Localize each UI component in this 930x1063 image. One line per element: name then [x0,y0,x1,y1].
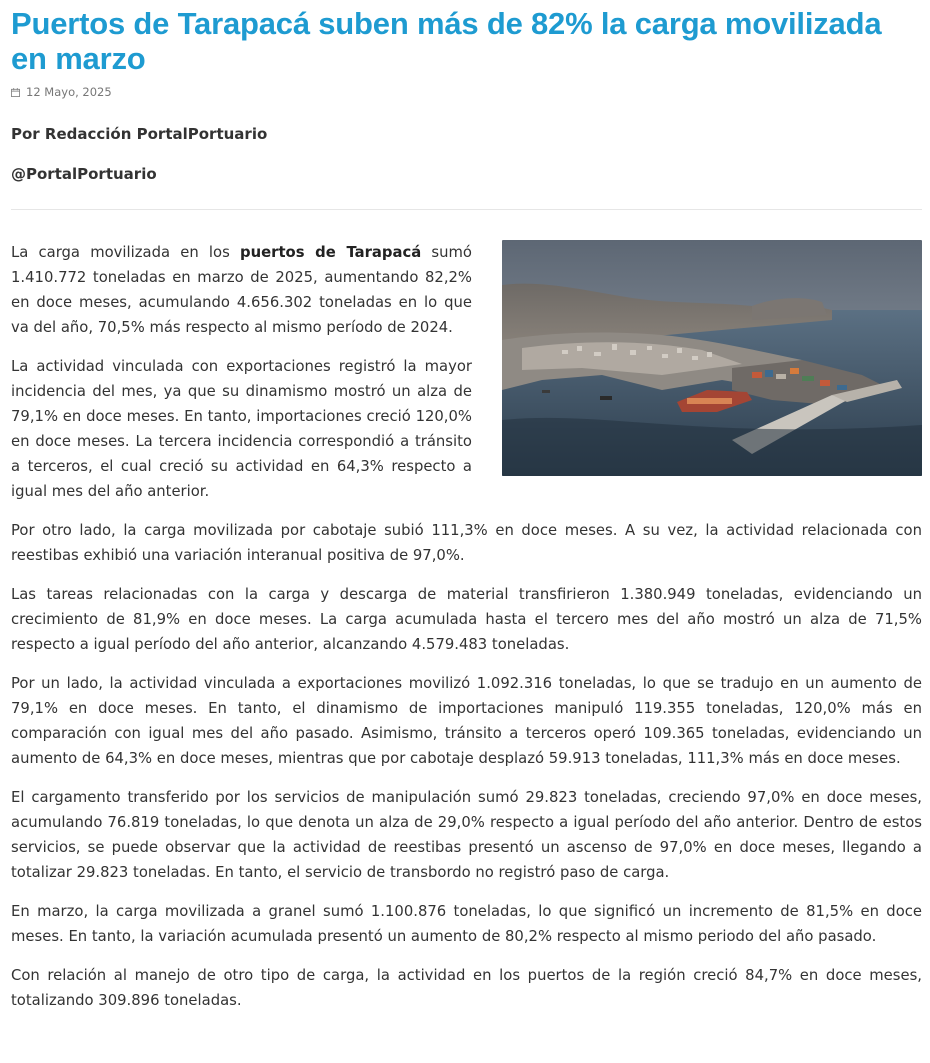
paragraph-7: En marzo, la carga movilizada a granel sumó 1.100.876 toneladas, lo que significó un incremento de 81,5% en doce meses. En tanto, la variación acumulada presentó un aumento de 80,2% respecto al mismo periodo del año pasado. [11,903,922,945]
publish-date-text: 12 Mayo, 2025 [26,85,112,99]
paragraph-5: Por un lado, la actividad vinculada a exportaciones movilizó 1.092.316 toneladas, lo que se tradujo en un aumento de 79,1% en doce meses. En tanto, el dinamismo de importaciones manipuló 119.355 toneladas, 120,0% más en comparación con igual mes del año pasado. Asimismo, tránsito a terceros operó 109.365 toneladas, evidenciando un aumento de 64,3% en doce meses, mientras que por cabotaje desplazó 59.913 toneladas, 111,3% más en doce meses. [11,675,922,767]
paragraph-1-text-b: sumó 1.410.772 toneladas en marzo de 2025, aumentando 82,2% en doce meses, acumulando 4.656.302 toneladas en lo que va del año, 70,5% más respecto al mismo período de 2024. [11,244,472,336]
article-title: Puertos de Tarapacá suben más de 82% la carga movilizada en marzo [11,6,882,76]
paragraph-3: Por otro lado, la carga movilizada por cabotaje subió 111,3% en doce meses. A su vez, la actividad relacionada con reestibas exhibió una variación interanual positiva de 97,0%. [11,522,922,564]
calendar-icon [11,88,20,97]
header-divider [11,209,922,210]
port-aerial-photo [502,240,922,476]
article-body [11,240,922,1013]
paragraph-2: La actividad vinculada con exportaciones registró la mayor incidencia del mes, ya que su dinamismo mostró un alza de 79,1% en doce meses. En tanto, importaciones creció 120,0% en doce meses. La tercera incidencia correspondió a tránsito a terceros, el cual creció su actividad en 64,3% respecto a igual mes del año anterior. [11,358,472,500]
author-handle: @PortalPortuario [11,165,157,183]
paragraph-4: Las tareas relacionadas con la carga y descarga de material transfirieron 1.380.949 toneladas, evidenciando un crecimiento de 81,9% en doce meses. La carga acumulada hasta el tercero mes del año mostró un alza de 71,5% respecto a igual período del año anterior, alcanzando 4.579.483 toneladas. [11,586,922,653]
paragraph-8: Con relación al manejo de otro tipo de carga, la actividad en los puertos de la región creció 84,7% en doce meses, totalizando 309.896 toneladas. [11,967,922,1009]
publish-date [11,85,922,99]
paragraph-1-text-a: La carga movilizada en los [11,244,241,261]
article-page [11,0,922,1027]
author-byline: Por Redacción PortalPortuario [11,125,268,143]
paragraph-1-bold: puertos de Tarapacá [240,244,422,261]
paragraph-6: El cargamento transferido por los servicios de manipulación sumó 29.823 toneladas, creciendo 97,0% en doce meses, acumulando 76.819 toneladas, lo que denota un alza de 29,0% respecto a igual período del año anterior. Dentro de estos servicios, se puede observar que la actividad de reestibas presentó un ascenso de 97,0% en doce meses, llegando a totalizar 29.823 toneladas. En tanto, el servicio de transbordo no registró paso de carga. [11,789,922,881]
